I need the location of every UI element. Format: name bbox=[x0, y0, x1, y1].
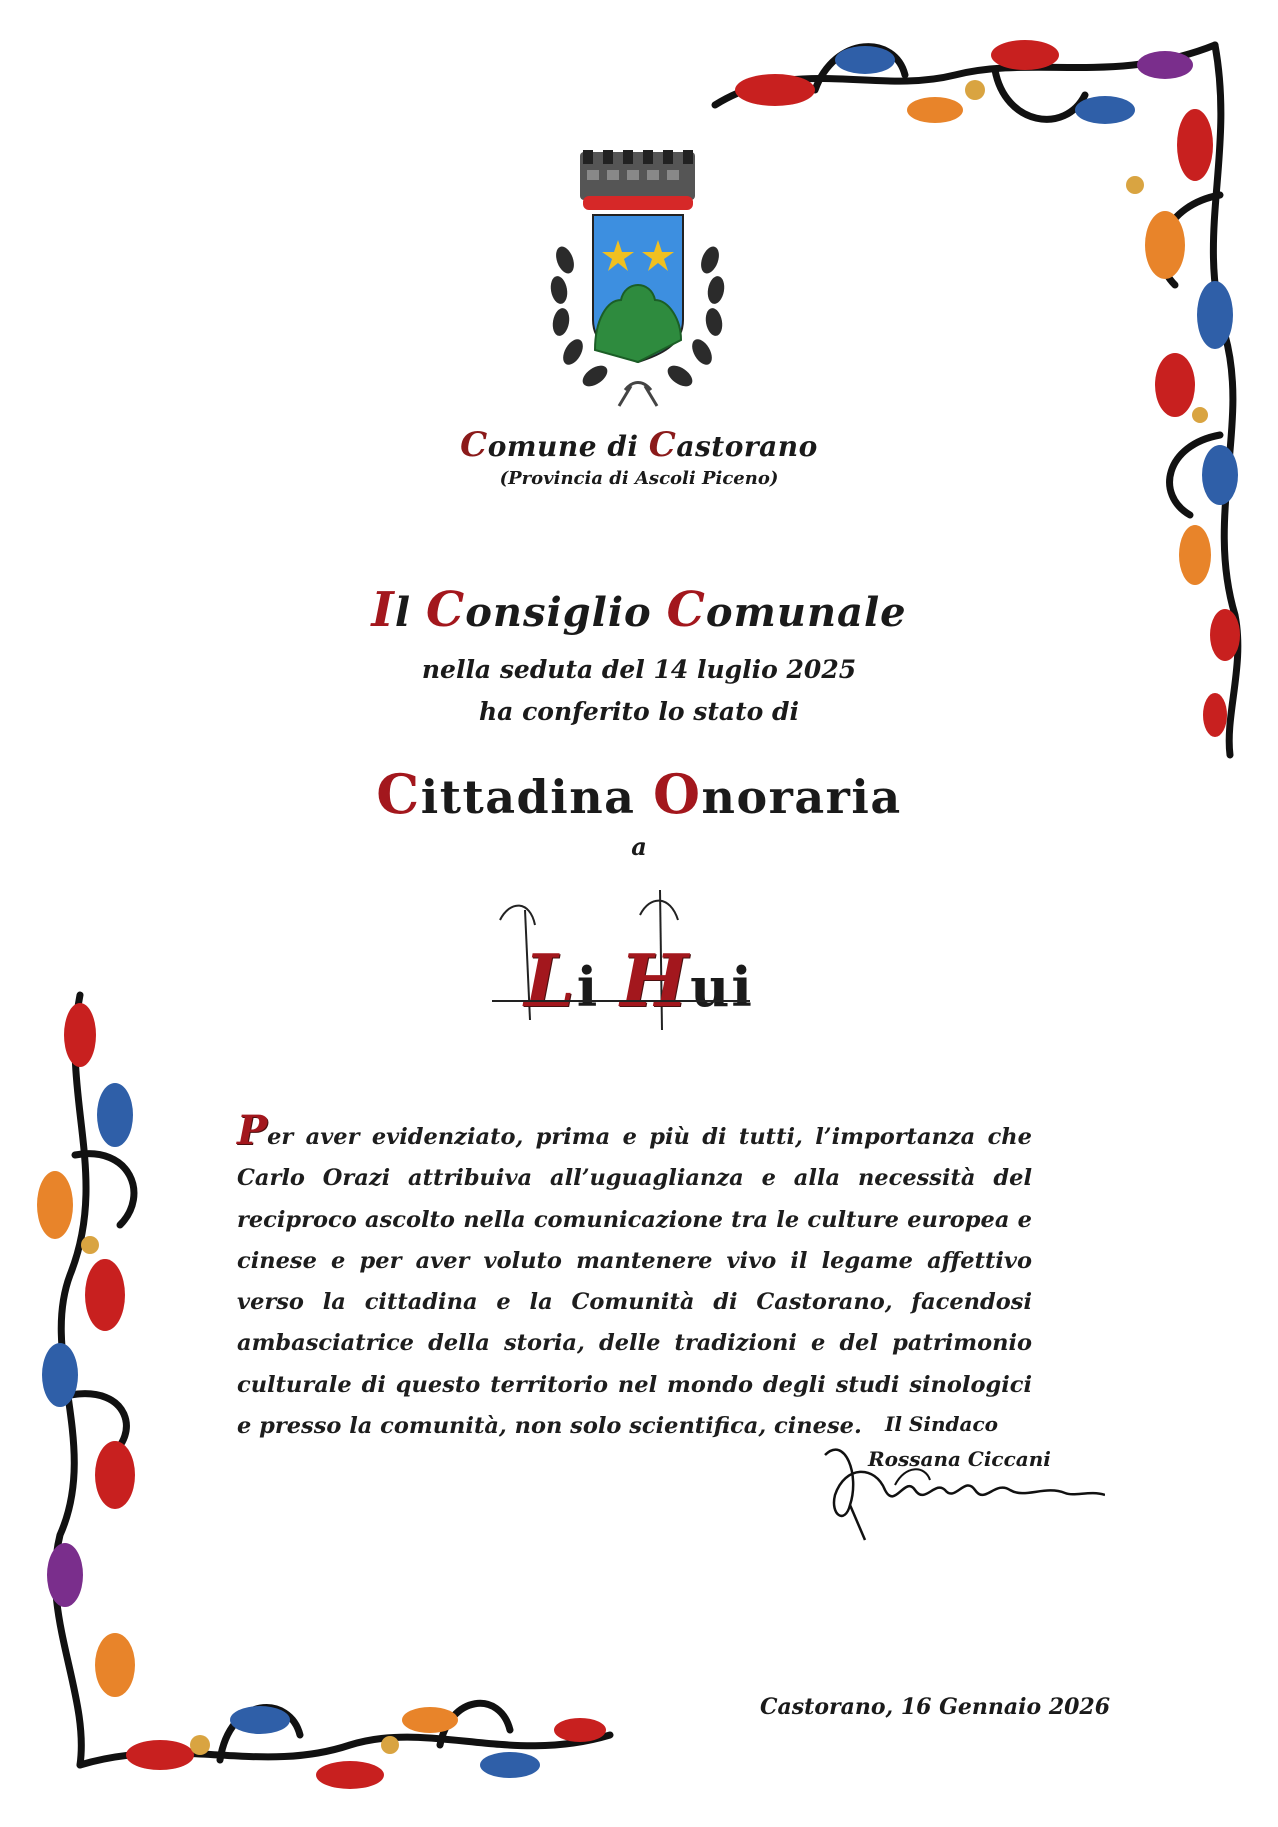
comune-name: Comune di Castorano bbox=[460, 425, 818, 465]
conferred-line: ha conferito lo stato di bbox=[478, 697, 799, 726]
preposition: a bbox=[631, 832, 647, 861]
citation-paragraph bbox=[237, 1107, 1032, 1447]
mayor-role: Il Sindaco bbox=[885, 1412, 998, 1436]
municipal-crest-icon bbox=[545, 150, 730, 412]
session-line: nella seduta del 14 luglio 2025 bbox=[421, 655, 857, 684]
recipient-name: Li Hui bbox=[524, 938, 754, 1023]
recipient-block bbox=[0, 890, 1278, 1030]
council-heading: Il Consiglio Comunale bbox=[371, 582, 907, 638]
mayor-name: Rossana Ciccani bbox=[868, 1447, 1051, 1471]
honorary-title: Cittadina Onoraria bbox=[376, 762, 902, 826]
provincia-name: (Provincia di Ascoli Piceno) bbox=[499, 468, 779, 489]
citation-text: er aver evidenziato, prima e più di tutti, l’importanza che Carlo Orazi attribuiva all’uguaglianza e alla necessità del reciproco ascolto nella comunicazione tra le culture europea e cinese e per aver voluto mantenere vivo il legame affettivo verso la cittadina e la Comunità di Castorano, facendosi ambasciatrice della storia, delle tradizioni e del patrimonio culturale di questo territorio nel mondo degli studi sinologici e presso la comunità, non solo scientifica, cinese. bbox=[237, 1124, 1032, 1440]
handwritten-signature-icon bbox=[805, 1435, 1105, 1545]
recipient-underline bbox=[492, 1000, 750, 1002]
drop-cap: P bbox=[237, 1107, 268, 1154]
date-place: Castorano, 16 Gennaio 2026 bbox=[760, 1694, 1111, 1720]
